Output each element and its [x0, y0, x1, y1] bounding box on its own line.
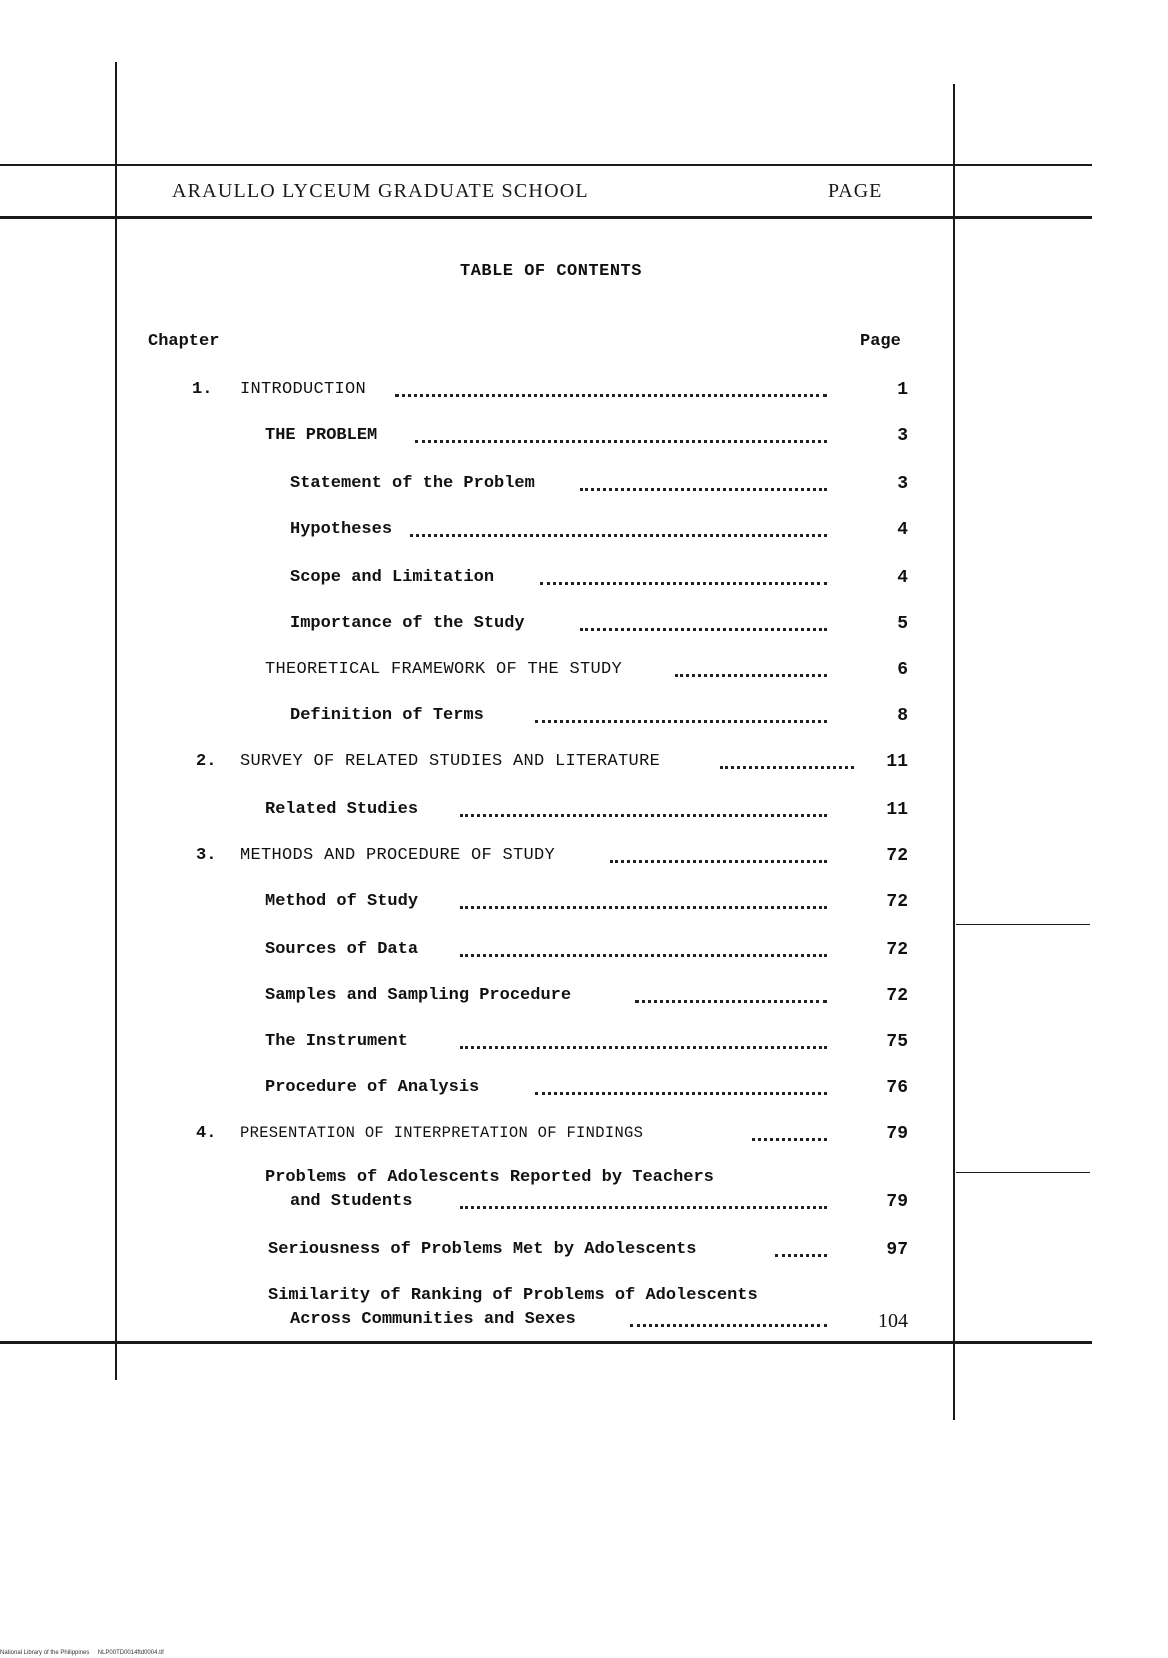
entry-label: Scope and Limitation — [290, 568, 495, 587]
dot-leader — [535, 720, 827, 723]
entry-label: SURVEY OF RELATED STUDIES AND LITERATURE — [240, 752, 661, 771]
toc-title: TABLE OF CONTENTS — [460, 262, 642, 281]
entry-label: Statement of the Problem — [290, 474, 535, 493]
entry-label-continued: Across Communities and Sexes — [290, 1310, 576, 1329]
entry-label: Definition of Terms — [290, 706, 484, 725]
entry-page: 72 — [886, 892, 908, 912]
entry-page: 76 — [886, 1078, 908, 1098]
header-bottom-rule — [0, 216, 1092, 219]
dot-leader — [630, 1324, 827, 1327]
entry-label: Similarity of Ranking of Problems of Adolescents — [268, 1286, 758, 1305]
entry-label: THEORETICAL FRAMEWORK OF THE STUDY — [265, 660, 623, 679]
page-column-heading: Page — [860, 332, 901, 351]
entry-label: Importance of the Study — [290, 614, 525, 633]
scan-footer — [0, 1650, 164, 1656]
entry-page: 3 — [897, 474, 908, 494]
dot-leader — [535, 1092, 827, 1095]
entry-page: 4 — [897, 520, 908, 540]
header-page-label: PAGE — [828, 180, 883, 202]
right-margin-mark-1 — [956, 924, 1090, 925]
dot-leader — [410, 534, 827, 537]
entry-label: Related Studies — [265, 800, 419, 819]
dot-leader — [580, 488, 827, 491]
footer-library: National Library of the Philippines — [0, 1650, 90, 1656]
right-margin-rule — [953, 84, 955, 1420]
bottom-rule — [0, 1341, 1092, 1344]
entry-page: 104 — [878, 1310, 908, 1332]
entry-page: 3 — [897, 426, 908, 446]
chapter-number: 4. — [196, 1124, 217, 1143]
entry-page: 11 — [886, 752, 908, 772]
entry-page: 72 — [886, 846, 908, 866]
dot-leader — [460, 1206, 827, 1209]
entry-label: PRESENTATION OF INTERPRETATION OF FINDINGS — [240, 1124, 644, 1142]
entry-label: METHODS AND PROCEDURE OF STUDY — [240, 846, 556, 865]
dot-leader — [775, 1254, 827, 1257]
dot-leader — [415, 440, 827, 443]
entry-page: 79 — [886, 1192, 908, 1212]
entry-label: Seriousness of Problems Met by Adolescents — [268, 1240, 697, 1259]
entry-label: Samples and Sampling Procedure — [265, 986, 572, 1005]
entry-page: 97 — [886, 1240, 908, 1260]
chapter-column-heading: Chapter — [148, 332, 220, 351]
entry-label: INTRODUCTION — [240, 380, 367, 399]
dot-leader — [540, 582, 827, 585]
chapter-number: 2. — [196, 752, 217, 771]
entry-page: 4 — [897, 568, 908, 588]
header-top-rule — [0, 164, 1092, 166]
entry-label: Hypotheses — [290, 520, 393, 539]
chapter-number: 1. — [192, 380, 213, 399]
dot-leader — [460, 906, 827, 909]
entry-label: Problems of Adolescents Reported by Teachers — [265, 1168, 714, 1187]
footer-file: NLP00TD0014ftd0004.tif — [97, 1650, 164, 1656]
left-margin-rule — [115, 62, 117, 1380]
dot-leader — [752, 1138, 827, 1141]
entry-page: 8 — [897, 706, 908, 726]
dot-leader — [580, 628, 827, 631]
dot-leader — [460, 1046, 827, 1049]
dot-leader — [675, 674, 827, 677]
entry-label: The Instrument — [265, 1032, 408, 1051]
dot-leader — [610, 860, 827, 863]
dot-leader — [720, 766, 854, 769]
entry-label: Sources of Data — [265, 940, 419, 959]
school-name: ARAULLO LYCEUM GRADUATE SCHOOL — [172, 180, 589, 202]
entry-page: 75 — [886, 1032, 908, 1052]
entry-label: THE PROBLEM — [265, 426, 378, 445]
dot-leader — [460, 954, 827, 957]
dot-leader — [635, 1000, 827, 1003]
entry-page: 6 — [897, 660, 908, 680]
dot-leader — [460, 814, 827, 817]
right-margin-mark-2 — [956, 1172, 1090, 1173]
chapter-number: 3. — [196, 846, 217, 865]
entry-page: 5 — [897, 614, 908, 634]
entry-label: Method of Study — [265, 892, 419, 911]
entry-page: 11 — [886, 800, 908, 820]
dot-leader — [395, 394, 827, 397]
entry-label-continued: and Students — [290, 1192, 413, 1211]
entry-page: 72 — [886, 940, 908, 960]
entry-page: 72 — [886, 986, 908, 1006]
entry-page: 79 — [886, 1124, 908, 1144]
entry-label: Procedure of Analysis — [265, 1078, 480, 1097]
entry-page: 1 — [897, 380, 908, 400]
